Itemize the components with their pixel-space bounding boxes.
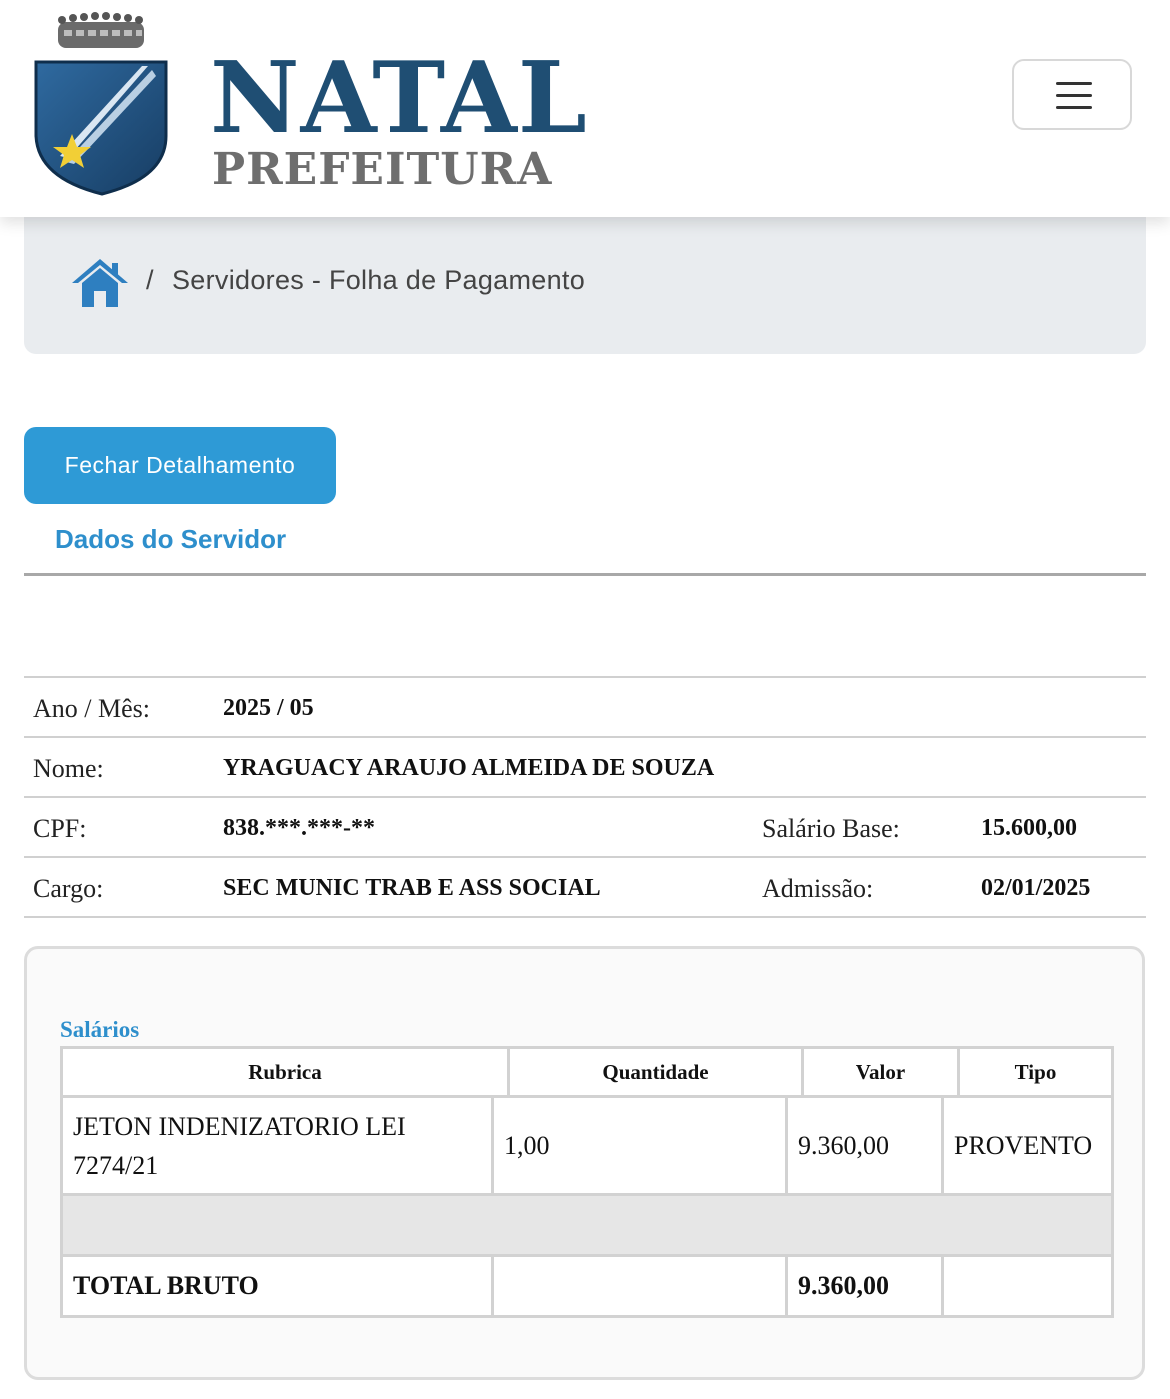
cell-quantidade: 1,00 — [491, 1095, 788, 1196]
section-divider — [24, 573, 1146, 576]
home-icon[interactable] — [70, 257, 130, 309]
nome-label: Nome: — [33, 754, 104, 783]
hamburger-line — [1056, 94, 1092, 97]
logo-wordmark: NATAL — [210, 41, 588, 156]
employee-info-table — [24, 676, 1146, 918]
cell-valor: 9.360,00 — [785, 1095, 944, 1196]
column-header: Rubrica — [60, 1046, 510, 1098]
nome-value: YRAGUACY ARAUJO ALMEIDA DE SOUZA — [223, 755, 715, 781]
total-quantidade-empty — [491, 1254, 788, 1318]
logo-subtitle: PREFEITURA — [212, 144, 553, 195]
cell-tipo: PROVENTO — [941, 1095, 1114, 1196]
info-row-cargo — [24, 856, 1146, 918]
hamburger-line — [1056, 106, 1092, 109]
column-header: Valor — [801, 1046, 960, 1098]
breadcrumb-current: Servidores - Folha de Pagamento — [172, 265, 586, 295]
ano-mes-value: 2025 / 05 — [223, 695, 314, 721]
total-valor: 9.360,00 — [785, 1254, 944, 1318]
cargo-value: SEC MUNIC TRAB E ASS SOCIAL — [223, 875, 601, 901]
salarios-title: Salários — [60, 1017, 140, 1042]
admissao-label: Admissão: — [762, 874, 874, 903]
cpf-value: 838.***.***-** — [223, 815, 375, 841]
salarios-panel — [24, 946, 1145, 1380]
column-header: Quantidade — [507, 1046, 804, 1098]
cpf-label: CPF: — [33, 814, 87, 843]
section-title: Dados do Servidor — [55, 524, 287, 554]
salarios-table — [60, 1046, 1114, 1318]
info-row-cpf — [24, 796, 1146, 856]
hamburger-menu-icon — [1056, 82, 1092, 85]
info-row-ano-mes — [24, 676, 1146, 736]
cargo-label: Cargo: — [33, 874, 104, 903]
ano-mes-label: Ano / Mês: — [33, 694, 150, 723]
site-header — [0, 0, 1170, 217]
total-tipo-empty — [941, 1254, 1114, 1318]
total-label: TOTAL BRUTO — [60, 1254, 494, 1318]
table-spacer-row — [60, 1193, 1114, 1257]
column-header: Tipo — [957, 1046, 1114, 1098]
salario-base-label: Salário Base: — [762, 814, 900, 843]
breadcrumb — [24, 213, 1146, 354]
info-row-nome — [24, 736, 1146, 796]
admissao-value: 02/01/2025 — [981, 875, 1091, 901]
breadcrumb-separator: / — [146, 265, 154, 295]
salario-base-value: 15.600,00 — [981, 815, 1077, 841]
close-details-button[interactable]: Fechar Detalhamento — [24, 427, 336, 504]
cell-rubrica: JETON INDENIZATORIO LEI 7274/21 — [60, 1095, 494, 1196]
city-crest-icon — [30, 6, 170, 196]
menu-toggle-button[interactable] — [1012, 59, 1132, 130]
prefeitura-natal-logo[interactable] — [30, 6, 588, 201]
